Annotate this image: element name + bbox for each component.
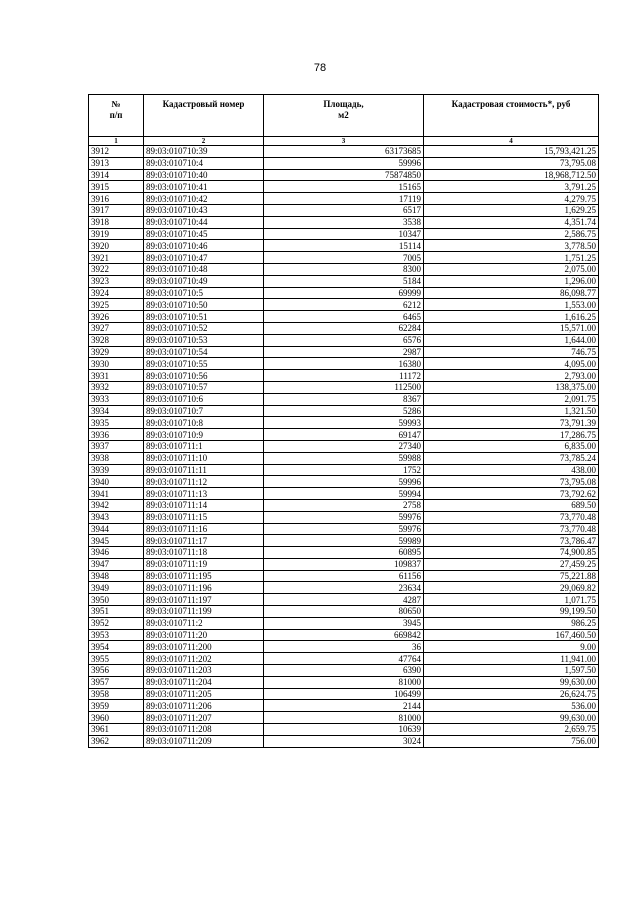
table-row	[89, 405, 599, 417]
table-row	[89, 606, 599, 618]
row-index: 3949	[89, 582, 144, 594]
row-index: 3935	[89, 417, 144, 429]
row-cadastral-value: 167,460.50	[424, 629, 599, 641]
row-cadastral-number: 89:03:010710:45	[144, 228, 264, 240]
row-area: 1752	[264, 464, 424, 476]
row-index: 3928	[89, 334, 144, 346]
row-area: 7005	[264, 252, 424, 264]
row-index: 3939	[89, 464, 144, 476]
row-cadastral-value: 26,624.75	[424, 688, 599, 700]
row-cadastral-value: 73,791.39	[424, 417, 599, 429]
row-area: 59976	[264, 511, 424, 523]
row-cadastral-number: 89:03:010710:42	[144, 193, 264, 205]
row-cadastral-number: 89:03:010710:52	[144, 322, 264, 334]
table-row	[89, 440, 599, 452]
row-cadastral-number: 89:03:010710:41	[144, 181, 264, 193]
row-area: 23634	[264, 582, 424, 594]
row-area: 81000	[264, 676, 424, 688]
row-cadastral-number: 89:03:010710:54	[144, 346, 264, 358]
row-area: 59989	[264, 535, 424, 547]
table-row	[89, 476, 599, 488]
row-index: 3930	[89, 358, 144, 370]
row-cadastral-number: 89:03:010711:205	[144, 688, 264, 700]
row-cadastral-value: 1,616.25	[424, 311, 599, 323]
page-number: 78	[313, 62, 327, 74]
table-row	[89, 582, 599, 594]
table-row	[89, 393, 599, 405]
row-cadastral-value: 4,095.00	[424, 358, 599, 370]
row-cadastral-value: 29,069.82	[424, 582, 599, 594]
row-area: 17119	[264, 193, 424, 205]
header-cadastral-number: Кадастровый номер	[144, 95, 264, 137]
row-cadastral-number: 89:03:010710:4	[144, 157, 264, 169]
table-row	[89, 322, 599, 334]
table-row	[89, 594, 599, 606]
row-area: 59976	[264, 523, 424, 535]
row-area: 59993	[264, 417, 424, 429]
row-cadastral-value: 99,199.50	[424, 606, 599, 618]
table-row	[89, 275, 599, 287]
table-row	[89, 299, 599, 311]
row-index: 3915	[89, 181, 144, 193]
row-index: 3919	[89, 228, 144, 240]
row-cadastral-number: 89:03:010711:206	[144, 700, 264, 712]
row-area: 59996	[264, 157, 424, 169]
column-number: 4	[424, 137, 599, 146]
row-area: 8300	[264, 263, 424, 275]
row-area: 15165	[264, 181, 424, 193]
row-area: 62284	[264, 322, 424, 334]
row-area: 5286	[264, 405, 424, 417]
row-area: 4287	[264, 594, 424, 606]
row-cadastral-value: 17,286.75	[424, 429, 599, 441]
row-index: 3927	[89, 322, 144, 334]
row-area: 5184	[264, 275, 424, 287]
row-cadastral-number: 89:03:010711:10	[144, 452, 264, 464]
row-cadastral-number: 89:03:010711:199	[144, 606, 264, 618]
row-index: 3922	[89, 263, 144, 275]
table-row	[89, 287, 599, 299]
row-cadastral-number: 89:03:010711:11	[144, 464, 264, 476]
row-area: 3945	[264, 617, 424, 629]
row-cadastral-number: 89:03:010710:51	[144, 311, 264, 323]
table-row	[89, 653, 599, 665]
row-cadastral-number: 89:03:010710:40	[144, 169, 264, 181]
row-cadastral-number: 89:03:010711:20	[144, 629, 264, 641]
row-cadastral-number: 89:03:010711:204	[144, 676, 264, 688]
row-cadastral-value: 2,659.75	[424, 724, 599, 736]
table-row	[89, 204, 599, 216]
row-index: 3952	[89, 617, 144, 629]
row-cadastral-number: 89:03:010710:6	[144, 393, 264, 405]
table-row	[89, 417, 599, 429]
row-cadastral-value: 3,778.50	[424, 240, 599, 252]
row-area: 11172	[264, 370, 424, 382]
table-row	[89, 499, 599, 511]
row-cadastral-number: 89:03:010710:50	[144, 299, 264, 311]
row-cadastral-value: 73,785.24	[424, 452, 599, 464]
row-area: 3538	[264, 216, 424, 228]
row-cadastral-value: 74,900.85	[424, 547, 599, 559]
row-area: 6390	[264, 665, 424, 677]
row-cadastral-number: 89:03:010711:207	[144, 712, 264, 724]
row-index: 3959	[89, 700, 144, 712]
row-cadastral-number: 89:03:010711:1	[144, 440, 264, 452]
header-area-label: Площадь, м2	[323, 99, 364, 120]
table-row	[89, 169, 599, 181]
table-row	[89, 641, 599, 653]
row-cadastral-value: 75,221.88	[424, 570, 599, 582]
row-area: 75874850	[264, 169, 424, 181]
row-index: 3921	[89, 252, 144, 264]
row-cadastral-value: 4,351.74	[424, 216, 599, 228]
table-row	[89, 429, 599, 441]
column-number: 1	[89, 137, 144, 146]
row-cadastral-value: 15,571.00	[424, 322, 599, 334]
row-index: 3956	[89, 665, 144, 677]
row-index: 3923	[89, 275, 144, 287]
row-cadastral-value: 536.00	[424, 700, 599, 712]
row-cadastral-value: 689.50	[424, 499, 599, 511]
table-row	[89, 535, 599, 547]
row-cadastral-value: 73,786.47	[424, 535, 599, 547]
row-index: 3925	[89, 299, 144, 311]
table-row	[89, 558, 599, 570]
header-cadastral-value: Кадастровая стоимость*, руб	[424, 95, 599, 137]
table-row	[89, 724, 599, 736]
row-area: 60895	[264, 547, 424, 559]
row-cadastral-value: 11,941.00	[424, 653, 599, 665]
row-cadastral-number: 89:03:010710:46	[144, 240, 264, 252]
row-index: 3937	[89, 440, 144, 452]
row-area: 3024	[264, 735, 424, 747]
header-index-label: № п/п	[109, 99, 123, 120]
row-index: 3955	[89, 653, 144, 665]
row-area: 8367	[264, 393, 424, 405]
row-index: 3938	[89, 452, 144, 464]
table-row	[89, 311, 599, 323]
table-row	[89, 547, 599, 559]
row-index: 3946	[89, 547, 144, 559]
row-index: 3940	[89, 476, 144, 488]
table-row	[89, 700, 599, 712]
table-row	[89, 676, 599, 688]
row-index: 3942	[89, 499, 144, 511]
row-cadastral-number: 89:03:010711:200	[144, 641, 264, 653]
row-area: 59988	[264, 452, 424, 464]
row-area: 6517	[264, 204, 424, 216]
row-index: 3948	[89, 570, 144, 582]
row-index: 3936	[89, 429, 144, 441]
column-number: 3	[264, 137, 424, 146]
table-row	[89, 570, 599, 582]
table-row	[89, 629, 599, 641]
row-cadastral-number: 89:03:010710:53	[144, 334, 264, 346]
row-index: 3924	[89, 287, 144, 299]
row-cadastral-number: 89:03:010711:202	[144, 653, 264, 665]
row-area: 69147	[264, 429, 424, 441]
column-number-row	[89, 137, 599, 146]
row-area: 6465	[264, 311, 424, 323]
row-cadastral-number: 89:03:010711:13	[144, 488, 264, 500]
row-index: 3934	[89, 405, 144, 417]
row-cadastral-number: 89:03:010710:5	[144, 287, 264, 299]
row-cadastral-value: 756.00	[424, 735, 599, 747]
table-row	[89, 228, 599, 240]
row-cadastral-value: 86,098.77	[424, 287, 599, 299]
row-area: 27340	[264, 440, 424, 452]
table-row	[89, 381, 599, 393]
row-index: 3950	[89, 594, 144, 606]
row-cadastral-value: 986.25	[424, 617, 599, 629]
row-cadastral-value: 99,630.00	[424, 712, 599, 724]
table-row	[89, 358, 599, 370]
row-area: 47764	[264, 653, 424, 665]
row-cadastral-number: 89:03:010710:7	[144, 405, 264, 417]
table-row	[89, 240, 599, 252]
table-row	[89, 488, 599, 500]
row-cadastral-value: 438.00	[424, 464, 599, 476]
row-area: 81000	[264, 712, 424, 724]
row-cadastral-value: 73,770.48	[424, 511, 599, 523]
table-row	[89, 334, 599, 346]
row-area: 59994	[264, 488, 424, 500]
row-cadastral-number: 89:03:010711:19	[144, 558, 264, 570]
row-index: 3953	[89, 629, 144, 641]
table-row	[89, 523, 599, 535]
table-row	[89, 252, 599, 264]
row-cadastral-value: 1,296.00	[424, 275, 599, 287]
cadastral-table	[88, 94, 599, 748]
row-cadastral-number: 89:03:010710:39	[144, 146, 264, 158]
row-cadastral-value: 138,375.00	[424, 381, 599, 393]
table-row	[89, 263, 599, 275]
table-row	[89, 452, 599, 464]
row-area: 669842	[264, 629, 424, 641]
row-area: 6212	[264, 299, 424, 311]
row-index: 3926	[89, 311, 144, 323]
row-area: 80650	[264, 606, 424, 618]
row-index: 3945	[89, 535, 144, 547]
row-index: 3918	[89, 216, 144, 228]
row-cadastral-number: 89:03:010710:47	[144, 252, 264, 264]
table-row	[89, 712, 599, 724]
row-index: 3929	[89, 346, 144, 358]
row-cadastral-value: 1,751.25	[424, 252, 599, 264]
row-index: 3916	[89, 193, 144, 205]
table-row	[89, 735, 599, 747]
row-cadastral-number: 89:03:010711:197	[144, 594, 264, 606]
row-index: 3931	[89, 370, 144, 382]
row-cadastral-value: 1,071.75	[424, 594, 599, 606]
row-cadastral-number: 89:03:010711:14	[144, 499, 264, 511]
table-row	[89, 157, 599, 169]
row-area: 69999	[264, 287, 424, 299]
row-cadastral-value: 6,835.00	[424, 440, 599, 452]
row-area: 112500	[264, 381, 424, 393]
row-index: 3933	[89, 393, 144, 405]
row-cadastral-value: 73,795.08	[424, 157, 599, 169]
row-cadastral-number: 89:03:010711:203	[144, 665, 264, 677]
row-cadastral-number: 89:03:010711:16	[144, 523, 264, 535]
table-body	[89, 95, 599, 748]
header-index	[89, 95, 144, 137]
row-cadastral-number: 89:03:010710:43	[144, 204, 264, 216]
table-row	[89, 617, 599, 629]
row-cadastral-number: 89:03:010710:8	[144, 417, 264, 429]
row-index: 3944	[89, 523, 144, 535]
row-index: 3961	[89, 724, 144, 736]
row-cadastral-value: 73,770.48	[424, 523, 599, 535]
table-row	[89, 464, 599, 476]
row-area: 109837	[264, 558, 424, 570]
row-index: 3957	[89, 676, 144, 688]
row-area: 2987	[264, 346, 424, 358]
row-index: 3941	[89, 488, 144, 500]
row-area: 36	[264, 641, 424, 653]
row-cadastral-number: 89:03:010711:195	[144, 570, 264, 582]
row-cadastral-number: 89:03:010711:196	[144, 582, 264, 594]
row-cadastral-value: 15,793,421.25	[424, 146, 599, 158]
row-cadastral-value: 2,075.00	[424, 263, 599, 275]
row-area: 15114	[264, 240, 424, 252]
row-cadastral-value: 1,553.00	[424, 299, 599, 311]
row-cadastral-number: 89:03:010710:56	[144, 370, 264, 382]
row-cadastral-number: 89:03:010710:49	[144, 275, 264, 287]
row-cadastral-value: 4,279.75	[424, 193, 599, 205]
row-area: 63173685	[264, 146, 424, 158]
row-cadastral-value: 1,629.25	[424, 204, 599, 216]
row-cadastral-value: 73,792.62	[424, 488, 599, 500]
row-area: 10347	[264, 228, 424, 240]
row-cadastral-number: 89:03:010710:9	[144, 429, 264, 441]
table-row	[89, 370, 599, 382]
row-cadastral-number: 89:03:010711:209	[144, 735, 264, 747]
row-cadastral-number: 89:03:010710:44	[144, 216, 264, 228]
row-cadastral-number: 89:03:010711:18	[144, 547, 264, 559]
row-area: 10639	[264, 724, 424, 736]
row-index: 3920	[89, 240, 144, 252]
header-area	[264, 95, 424, 137]
row-cadastral-value: 27,459.25	[424, 558, 599, 570]
row-cadastral-number: 89:03:010711:15	[144, 511, 264, 523]
row-index: 3958	[89, 688, 144, 700]
table-row	[89, 511, 599, 523]
row-area: 16380	[264, 358, 424, 370]
table-row	[89, 216, 599, 228]
row-area: 2758	[264, 499, 424, 511]
row-index: 3914	[89, 169, 144, 181]
table-row	[89, 688, 599, 700]
table-row	[89, 193, 599, 205]
row-cadastral-value: 1,321.50	[424, 405, 599, 417]
row-cadastral-number: 89:03:010710:55	[144, 358, 264, 370]
row-cadastral-value: 2,586.75	[424, 228, 599, 240]
row-index: 3951	[89, 606, 144, 618]
table-row	[89, 665, 599, 677]
row-cadastral-value: 99,630.00	[424, 676, 599, 688]
row-cadastral-value: 1,644.00	[424, 334, 599, 346]
row-cadastral-value: 73,795.08	[424, 476, 599, 488]
row-index: 3913	[89, 157, 144, 169]
row-cadastral-value: 2,793.00	[424, 370, 599, 382]
row-index: 3947	[89, 558, 144, 570]
column-number: 2	[144, 137, 264, 146]
row-index: 3962	[89, 735, 144, 747]
row-cadastral-value: 3,791.25	[424, 181, 599, 193]
row-index: 3917	[89, 204, 144, 216]
row-area: 61156	[264, 570, 424, 582]
row-index: 3954	[89, 641, 144, 653]
table-row	[89, 181, 599, 193]
row-index: 3932	[89, 381, 144, 393]
row-area: 2144	[264, 700, 424, 712]
row-cadastral-number: 89:03:010710:48	[144, 263, 264, 275]
row-cadastral-number: 89:03:010711:17	[144, 535, 264, 547]
row-cadastral-value: 1,597.50	[424, 665, 599, 677]
row-cadastral-value: 9.00	[424, 641, 599, 653]
row-cadastral-number: 89:03:010711:2	[144, 617, 264, 629]
table-row	[89, 146, 599, 158]
row-area: 106499	[264, 688, 424, 700]
row-cadastral-value: 18,968,712.50	[424, 169, 599, 181]
row-cadastral-number: 89:03:010710:57	[144, 381, 264, 393]
table-row	[89, 346, 599, 358]
row-index: 3960	[89, 712, 144, 724]
row-index: 3943	[89, 511, 144, 523]
row-area: 6576	[264, 334, 424, 346]
row-cadastral-number: 89:03:010711:208	[144, 724, 264, 736]
table-header-row	[89, 95, 599, 137]
row-index: 3912	[89, 146, 144, 158]
row-cadastral-value: 746.75	[424, 346, 599, 358]
row-cadastral-value: 2,091.75	[424, 393, 599, 405]
row-cadastral-number: 89:03:010711:12	[144, 476, 264, 488]
row-area: 59996	[264, 476, 424, 488]
